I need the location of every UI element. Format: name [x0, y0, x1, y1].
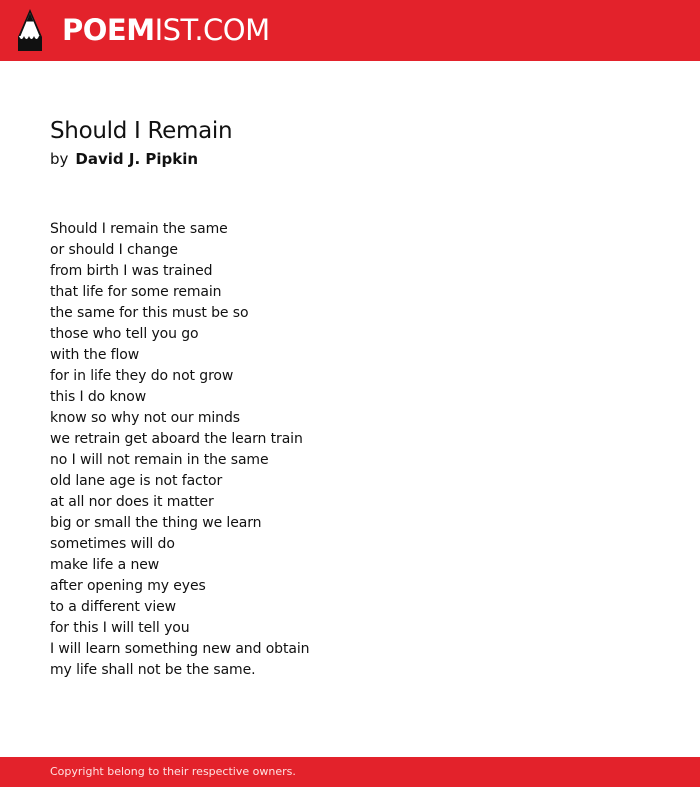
poem-line: we retrain get aboard the learn train	[50, 431, 303, 447]
poem-line: with the flow	[50, 347, 140, 363]
poem-line: for this I will tell you	[50, 620, 190, 636]
poem-line: old lane age is not factor	[50, 473, 223, 489]
poem-body	[50, 219, 309, 681]
site-logo[interactable]	[62, 12, 270, 48]
site-footer	[0, 757, 700, 787]
poem-line: the same for this must be so	[50, 305, 249, 321]
poem-line: no I will not remain in the same	[50, 452, 269, 468]
copyright-notice: Copyright belong to their respective owners.	[50, 765, 296, 778]
poem-line: to a different view	[50, 599, 176, 615]
poem-line: big or small the thing we learn	[50, 515, 262, 531]
poem-line: make life a new	[50, 557, 160, 573]
poem-line: at all nor does it matter	[50, 494, 214, 510]
logo-text-light: IST.COM	[154, 13, 270, 47]
poem-line: from birth I was trained	[50, 263, 213, 279]
pencil-tip-icon[interactable]	[18, 9, 42, 51]
poem-title: Should I Remain	[50, 118, 233, 144]
poem-line: after opening my eyes	[50, 578, 206, 594]
poem-line: for in life they do not grow	[50, 368, 234, 384]
poem-line: this I do know	[50, 389, 147, 405]
poem-line: know so why not our minds	[50, 410, 240, 426]
poem-line: or should I change	[50, 242, 178, 258]
by-label: by	[50, 150, 69, 168]
site-header	[0, 0, 700, 61]
poem-line: Should I remain the same	[50, 221, 228, 237]
poem-line: those who tell you go	[50, 326, 199, 342]
poem-line: I will learn something new and obtain	[50, 641, 310, 657]
author-name: David J. Pipkin	[75, 150, 199, 168]
logo-text-bold: POEM	[62, 13, 155, 47]
byline	[50, 149, 198, 169]
poem-line: sometimes will do	[50, 536, 175, 552]
poem-line: that life for some remain	[50, 284, 222, 300]
poem-line: my life shall not be the same.	[50, 662, 256, 678]
